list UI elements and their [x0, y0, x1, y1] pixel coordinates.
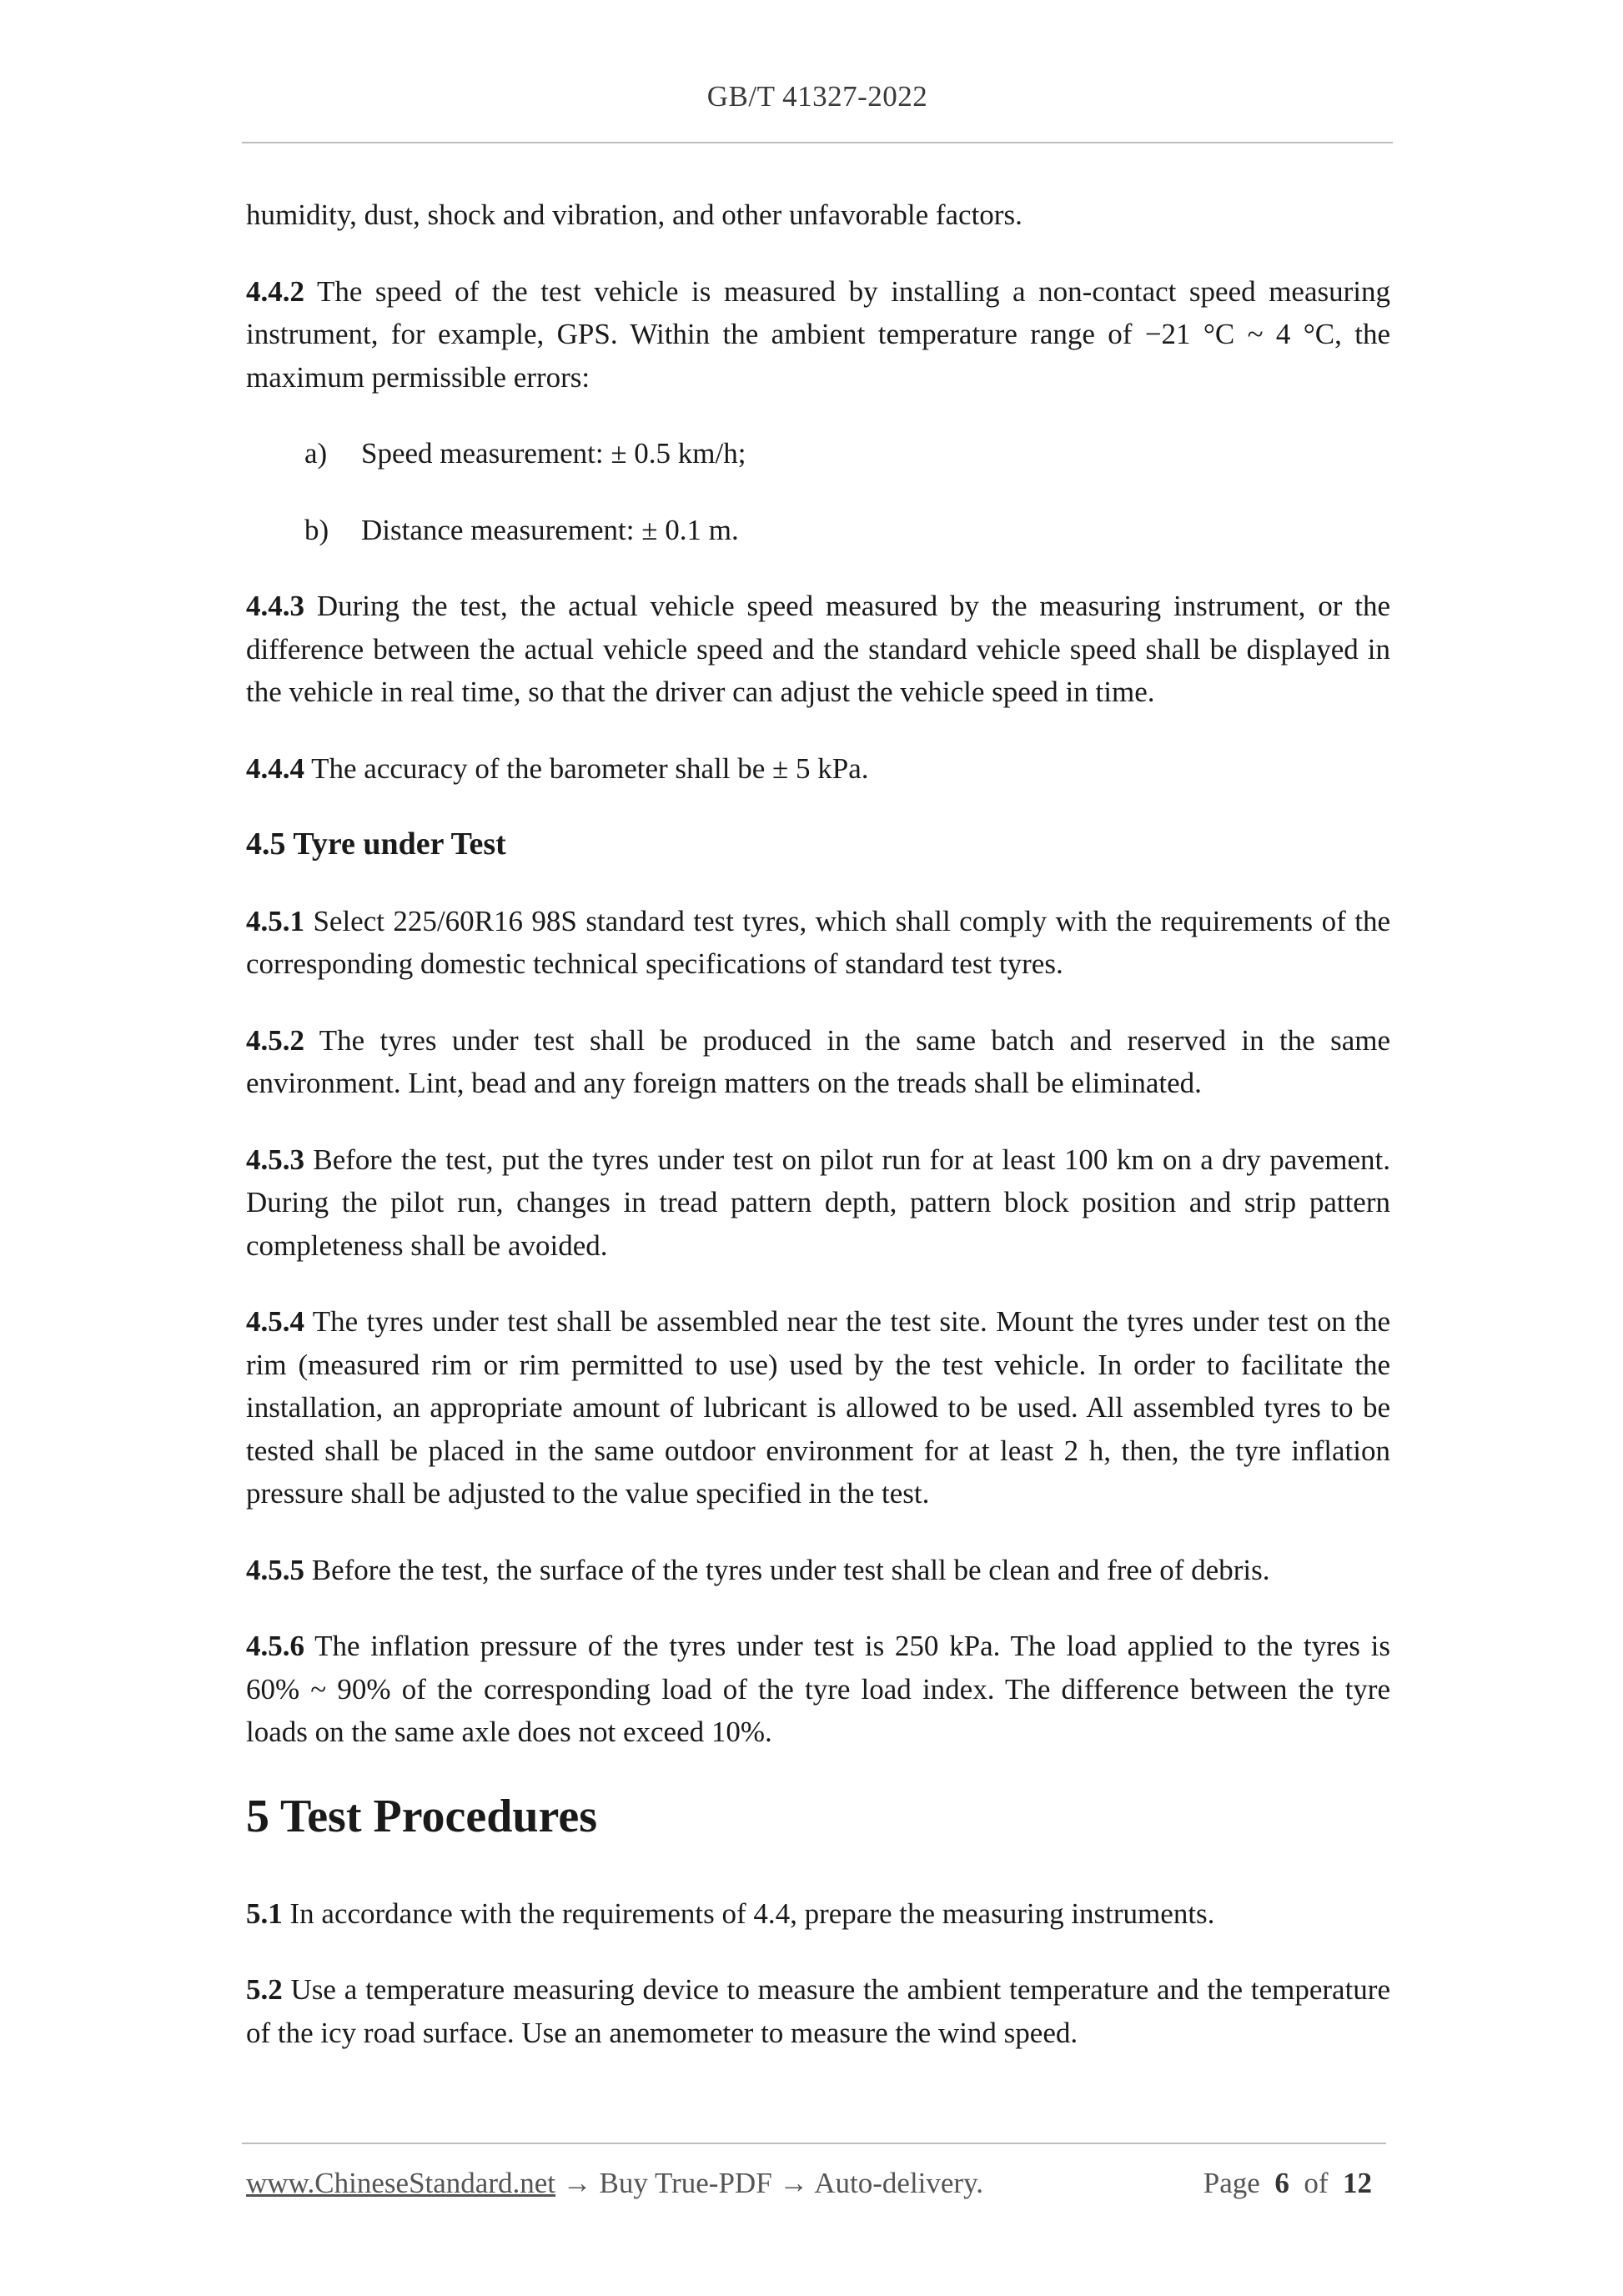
page-header: GB/T 41327-2022 [706, 80, 928, 113]
clause-number: 5.2 [246, 1973, 283, 2006]
list-item-text: Distance measurement: ± 0.1 m. [361, 513, 739, 546]
clause-text: The tyres under test shall be assembled near the test site. Mount the tyres under test on the rim (measured rim or rim permitted to use) used by the test vehicle. In order to facilitate the installation, an appropriate amount of lubricant is allowed to be used. All assembled tyres to be tested shall be placed in the same outdoor environment for at least 2 h, then, the tyre inflation pressure shall be adjusted to the value specified in the test. [246, 1305, 1390, 1510]
chapter-heading-5: 5 Test Procedures [246, 1790, 598, 1842]
clause-5-1 [246, 1892, 1390, 1936]
clause-4-4-4 [246, 747, 1390, 791]
clause-number: 4.4.4 [246, 751, 304, 785]
clause-4-4-2 [246, 270, 1390, 399]
clause-number: 4.5.2 [246, 1023, 304, 1057]
clause-4-5-4 [246, 1300, 1390, 1515]
arrow-right-icon: → [562, 2167, 592, 2199]
clause-text: The tyres under test shall be produced in the same batch and reserved in the same environment. Lint, bead and any foreign matters on the treads shall be eliminated. [246, 1023, 1390, 1099]
page-footer [246, 2167, 1390, 2200]
page-label: Page [1203, 2167, 1260, 2199]
auto-delivery-text: Auto-delivery. [814, 2167, 984, 2199]
clause-text: The speed of the test vehicle is measured by installing a non-contact speed measuring instrument, for example, GPS. Within the ambient temperature range of −21 °C ~ 4 °C, the maximum permissible errors: [246, 274, 1390, 394]
clause-number: 4.5.4 [246, 1305, 304, 1338]
page-number: 6 [1274, 2167, 1289, 2199]
clause-text: In accordance with the requirements of 4.4, prepare the measuring instruments. [282, 1897, 1215, 1930]
section-heading-4-5: 4.5 Tyre under Test [246, 826, 506, 862]
document-body [246, 193, 1390, 2088]
clause-5-2 [246, 1968, 1390, 2054]
page-indicator [1203, 2167, 1372, 2200]
list-item-a [246, 432, 1390, 475]
clause-text: The accuracy of the barometer shall be ± 5 kPa. [304, 751, 869, 785]
arrow-right-icon: → [779, 2167, 809, 2199]
clause-number: 4.5.5 [246, 1553, 304, 1586]
clause-text: Before the test, put the tyres under test on pilot run for at least 100 km on a dry pavement. During the pilot run, changes in tread pattern depth, pattern block position and strip pattern completeness shall be avoided. [246, 1143, 1390, 1262]
website-link[interactable]: www.ChineseStandard.net [246, 2167, 555, 2199]
of-label: of [1304, 2167, 1329, 2199]
clause-text: Before the test, the surface of the tyres under test shall be clean and free of debris. [304, 1553, 1270, 1586]
clause-4-5-2 [246, 1019, 1390, 1105]
page-total: 12 [1343, 2167, 1372, 2199]
header-divider [242, 142, 1393, 143]
footer-divider [242, 2143, 1386, 2144]
list-marker: a) [304, 437, 328, 470]
list-marker: b) [304, 513, 329, 546]
clause-number: 4.4.2 [246, 274, 304, 308]
clause-number: 4.4.3 [246, 590, 304, 622]
list-item-b [246, 509, 1390, 552]
clause-4-5-5 [246, 1549, 1390, 1592]
clause-number: 4.5.6 [246, 1630, 304, 1662]
clause-4-5-6 [246, 1625, 1390, 1754]
list-item-text: Speed measurement: ± 0.5 km/h; [361, 437, 746, 470]
buy-pdf-text: Buy True-PDF [599, 2167, 772, 2199]
clause-text: The inflation pressure of the tyres under test is 250 kPa. The load applied to the tyres is 60% ~ 90% of the corresponding load of the tyre load index. The difference between the tyre loads on the same axle does not exceed 10%. [246, 1630, 1390, 1748]
clause-text: Use a temperature measuring device to measure the ambient temperature and the temperature of the icy road surface. Use an anemometer to measure the wind speed. [246, 1973, 1390, 2049]
clause-4-5-3 [246, 1138, 1390, 1268]
clause-number: 5.1 [246, 1897, 283, 1930]
clause-text: During the test, the actual vehicle speed measured by the measuring instrument, or the difference between the actual vehicle speed and the standard vehicle speed shall be displayed in the vehicle in real time, so that the driver can adjust the vehicle speed in time. [246, 590, 1390, 708]
clause-number: 4.5.3 [246, 1143, 304, 1176]
clause-4-5-1 [246, 900, 1390, 986]
paragraph-continuation: humidity, dust, shock and vibration, and other unfavorable factors. [246, 198, 1023, 231]
clause-text: Select 225/60R16 98S standard test tyres, which shall comply with the requirements of the corresponding domestic technical specifications of standard test tyres. [246, 904, 1390, 980]
clause-4-4-3 [246, 585, 1390, 714]
clause-number: 4.5.1 [246, 904, 304, 937]
